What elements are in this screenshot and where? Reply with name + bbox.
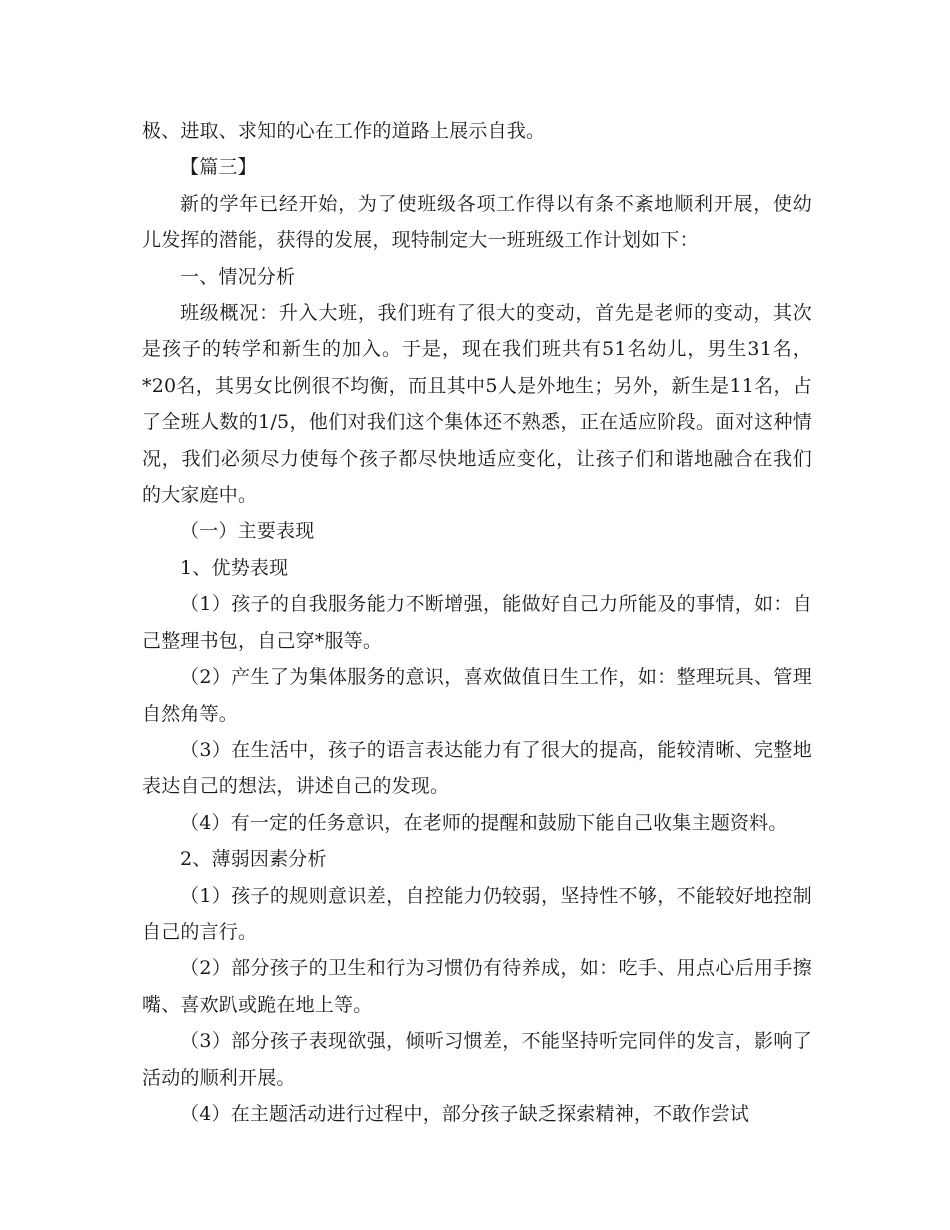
list-item-strength-2: （2）产生了为集体服务的意识，喜欢做值日生工作，如：整理玩具、管理自然角等。 — [142, 666, 812, 725]
paragraph-continuation: 极、进取、求知的心在工作的道路上展示自我。 — [142, 120, 546, 142]
list-item-weakness-3: （3）部分孩子表现欲强，倾听习惯差，不能坚持听完同伴的发言，影响了活动的顺利开展。 — [142, 1030, 812, 1089]
paragraph-intro: 新的学年已经开始，为了使班级各项工作得以有条不紊地顺利开展，使幼儿发挥的潜能，获得的发展，现特制定大一班班级工作计划如下： — [142, 192, 812, 252]
list-item-weakness-1: （1）孩子的规则意识差，自控能力仍较弱，坚持性不够，不能较好地控制自己的言行。 — [142, 884, 812, 943]
heading-weakness-analysis: 2、薄弱因素分析 — [180, 848, 327, 871]
heading-situation-analysis: 一、情况分析 — [180, 265, 296, 288]
heading-strengths: 1、优势表现 — [180, 556, 289, 579]
list-item-strength-3: （3）在生活中，孩子的语言表达能力有了很大的提高，能较清晰、完整地表达自己的想法，讲述自己的发现。 — [142, 738, 812, 798]
list-item-weakness-4: （4）在主题活动进行过程中，部分孩子缺乏探索精神，不敢作尝试 — [180, 1102, 750, 1125]
section-heading-part-three: 【篇三】 — [180, 156, 257, 179]
document-body — [142, 113, 812, 1132]
paragraph-class-overview: 班级概况：升入大班，我们班有了很大的变动，首先是老师的变动，其次是孩子的转学和新生的加入。于是，现在我们班共有51名幼儿，男生31名，*20名，其男女比例很不均衡，而且其中5人是外地生；另外，新生是11名，占了全班人数的1/5，他们对我们这个集体还不熟悉，正在适应阶段。面对这种情况，我们必须尽力使每个孩子都尽快地适应变化，让孩子们和谐地融合在我们的大家庭中。 — [142, 302, 812, 507]
heading-main-performance: （一）主要表现 — [180, 520, 315, 543]
list-item-weakness-2: （2）部分孩子的卫生和行为习惯仍有待养成，如：吃手、用点心后用手擦嘴、喜欢趴或跪在地上等。 — [142, 957, 812, 1016]
list-item-strength-4: （4）有一定的任务意识，在老师的提醒和鼓励下能自己收集主题资料。 — [180, 811, 788, 834]
list-item-strength-1: （1）孩子的自我服务能力不断增强，能做好自己力所能及的事情，如：自己整理书包，自己穿*服等。 — [142, 593, 812, 652]
